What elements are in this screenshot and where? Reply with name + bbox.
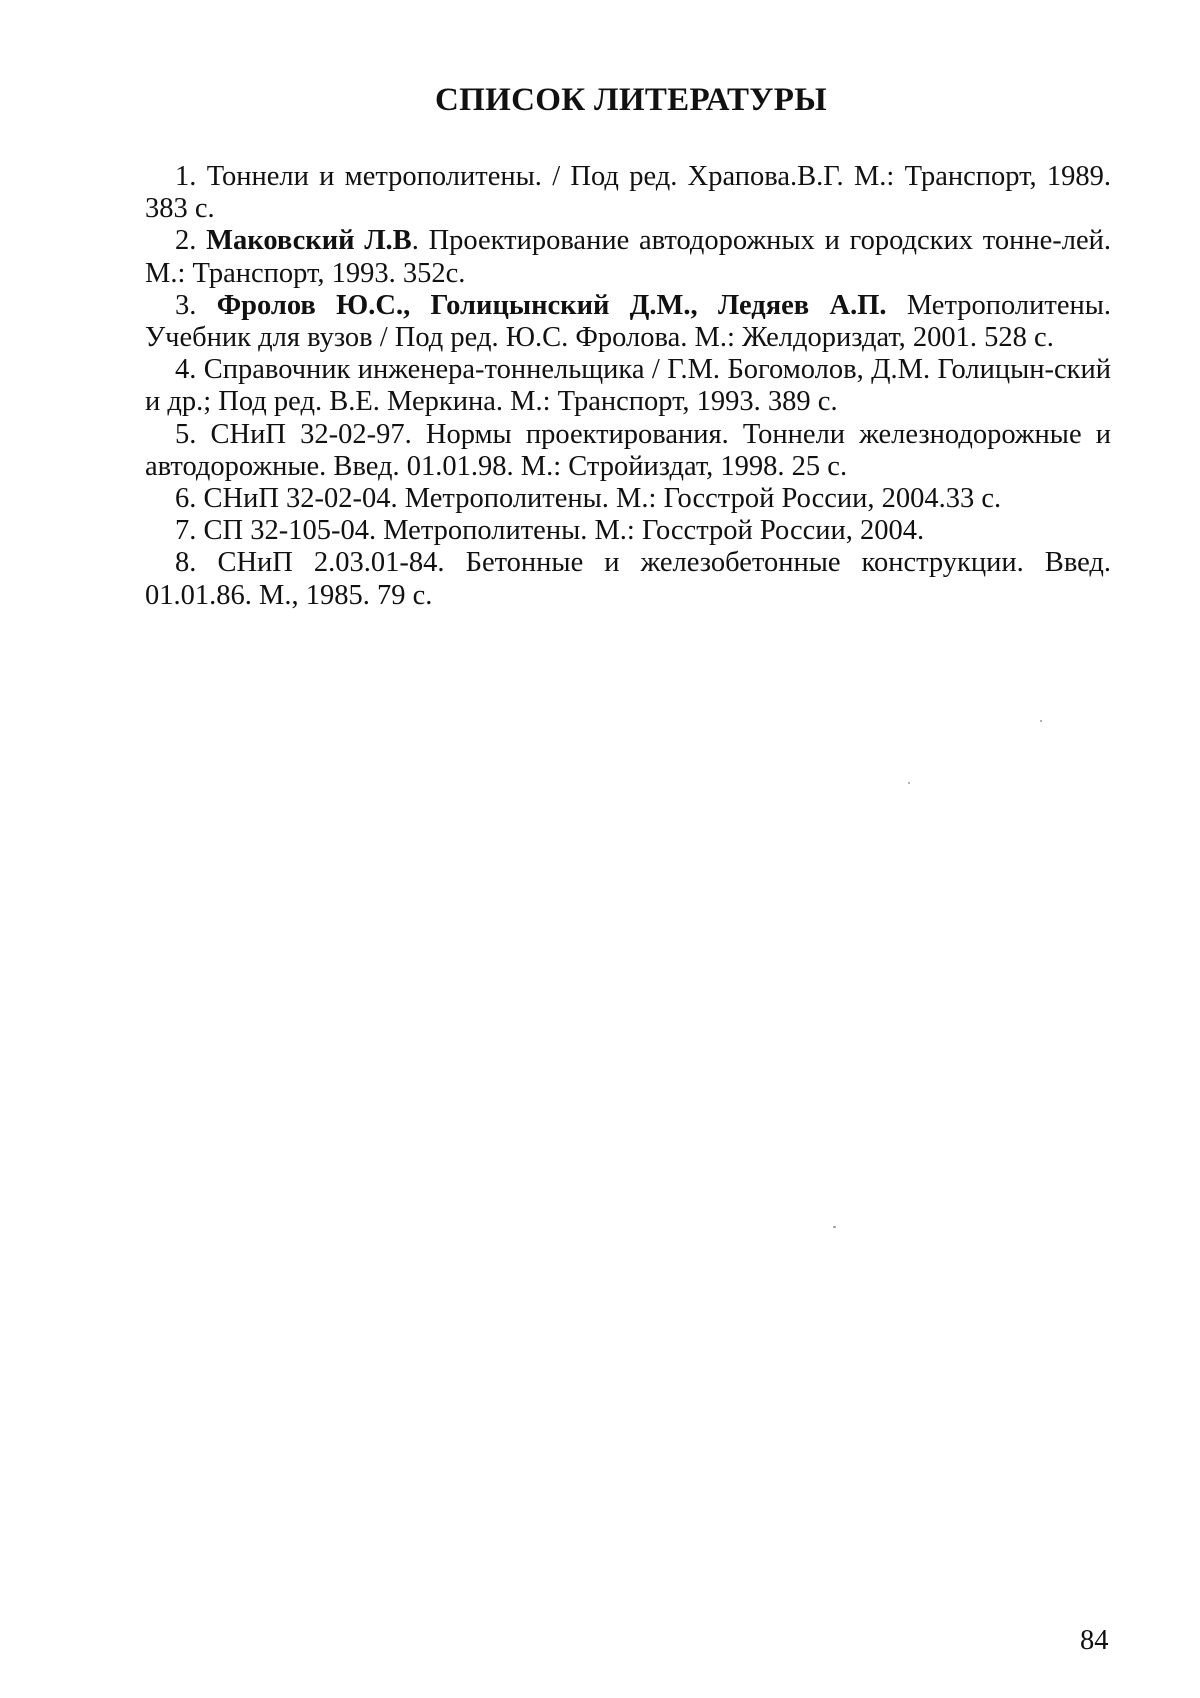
reference-number: 8. bbox=[175, 547, 197, 579]
scan-speck bbox=[908, 782, 910, 784]
reference-item bbox=[145, 290, 1111, 354]
reference-text: Тоннели и метрополитены. / Под ред. Храпова.В.Г. М.: Транспорт, 1989. 383 с. bbox=[145, 161, 1112, 225]
reference-number: 6. bbox=[175, 483, 197, 515]
reference-author: Фролов Ю.С., Голицынский Д.М., Ледяев А.П. bbox=[216, 289, 887, 321]
reference-text: СНиП 2.03.01-84. Бетонные и железобетонные конструкции. Введ. 01.01.86. М., 1985. 79 с. bbox=[145, 547, 1112, 611]
reference-number: 2. bbox=[175, 225, 197, 257]
reference-number: 5. bbox=[175, 418, 197, 450]
reference-item bbox=[145, 225, 1111, 289]
reference-item bbox=[145, 161, 1111, 225]
reference-number: 1. bbox=[175, 161, 197, 192]
reference-list bbox=[145, 161, 1111, 612]
reference-number: 3. bbox=[175, 289, 197, 321]
reference-author: Маковский Л.В bbox=[206, 225, 412, 257]
reference-number: 4. bbox=[175, 354, 197, 386]
reference-item bbox=[145, 419, 1111, 483]
reference-text: . Проектирование автодорожных и городских тонне-лей. М.: Транспорт, 1993. 352с. bbox=[145, 225, 1111, 289]
reference-text: Справочник инженера-тоннельщика / Г.М. Богомолов, Д.М. Голицын-ский и др.; Под ред. В.Е. Меркина. М.: Транспорт, 1993. 389 с. bbox=[145, 354, 1111, 418]
page-title: СПИСОК ЛИТЕРАТУРЫ bbox=[435, 82, 827, 118]
reference-text: СНиП 32-02-04. Метрополитены. М.: Госстрой России, 2004.33 с. bbox=[203, 483, 1002, 515]
scan-speck bbox=[1040, 720, 1042, 722]
reference-number: 7. bbox=[175, 515, 197, 547]
scan-speck bbox=[833, 1226, 836, 1228]
reference-text: Метрополитены. Учебник для вузов / Под ред. Ю.С. Фролова. М.: Желдориздат, 2001. 528 с. bbox=[145, 289, 1111, 354]
reference-item bbox=[145, 547, 1111, 611]
reference-item bbox=[145, 483, 1111, 515]
reference-item bbox=[145, 354, 1111, 418]
page-number: 84 bbox=[1080, 1625, 1109, 1656]
reference-item bbox=[145, 515, 1111, 547]
reference-text: СП 32-105-04. Метрополитены. М.: Госстрой России, 2004. bbox=[203, 515, 925, 547]
reference-text: СНиП 32-02-97. Нормы проектирования. Тоннели железнодорожные и автодорожные. Введ. 01.01.98. М.: Стройиздат, 1998. 25 с. bbox=[145, 418, 1112, 482]
